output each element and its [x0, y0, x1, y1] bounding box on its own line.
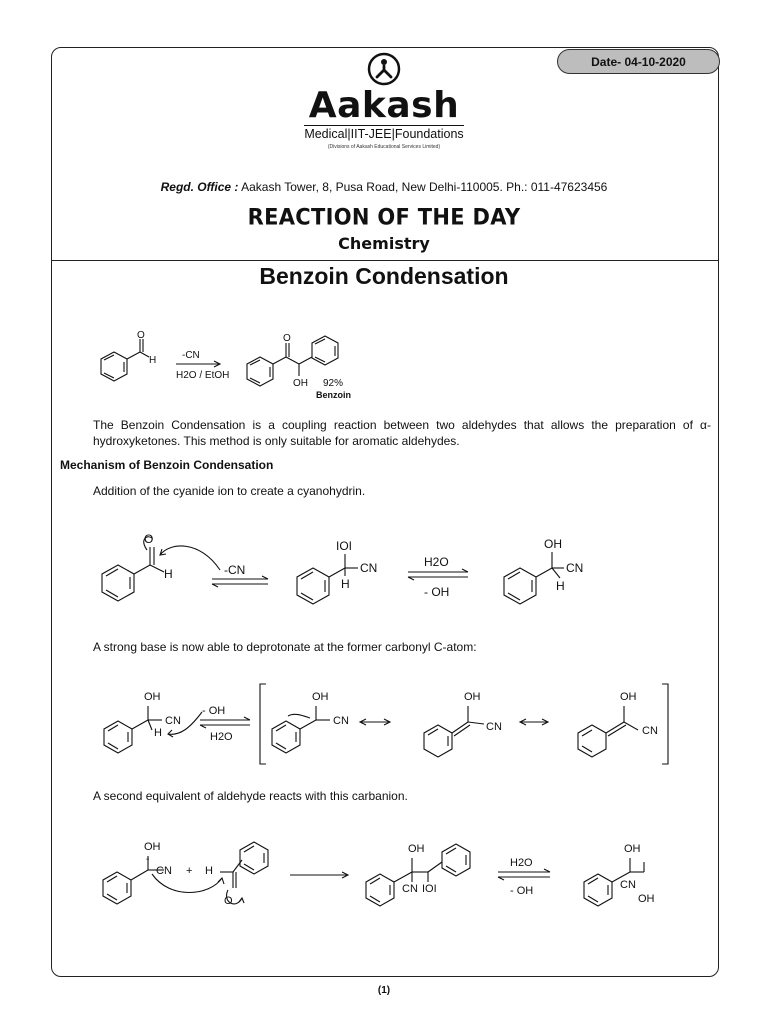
- step3-label-o: O: [224, 895, 233, 907]
- step2-water: H2O: [210, 731, 233, 743]
- step3-p2-oh: OH: [624, 843, 641, 855]
- mechanism-heading: Mechanism of Benzoin Condensation: [60, 458, 274, 472]
- regd-address: Aakash Tower, 8, Pusa Road, New Delhi-110005. Ph.: 011-47623456: [238, 180, 608, 194]
- step3-p2-oh2: OH: [638, 893, 655, 905]
- step3-label-h: H: [205, 865, 213, 877]
- product-name: Benzoin: [316, 390, 351, 400]
- product-label-o: O: [283, 333, 291, 344]
- step1-hydroxide: - OH: [424, 585, 450, 599]
- step2-r3-oh: OH: [620, 691, 637, 703]
- step1-alkoxide: IOI: [336, 539, 353, 553]
- product-label-oh: OH: [293, 378, 308, 389]
- step2-hydroxide: - OH: [202, 705, 226, 717]
- aakash-logo: [0, 52, 768, 151]
- step1-label-h3: H: [556, 579, 565, 593]
- brand-tagline: Medical|IIT-JEE|Foundations: [304, 127, 464, 141]
- mechanism-step-1: Addition of the cyanide ion to create a cyanohydrin.: [93, 484, 366, 498]
- step2-label-cn: CN: [165, 715, 181, 727]
- step3-hydroxide: - OH: [510, 885, 534, 897]
- aakash-emblem-icon: [367, 52, 401, 86]
- step3-label-cn: CN: [156, 865, 172, 877]
- intro-paragraph: The Benzoin Condensation is a coupling reaction between two aldehydes that allows the preparation of α-hydroxyketones. This method is only suitable for aromatic aldehydes.: [93, 418, 711, 448]
- step-3-scheme: [90, 830, 655, 920]
- reagent-solvent: H2O / EtOH: [176, 370, 230, 381]
- step2-r1-cn: CN: [333, 715, 349, 727]
- scheme-label-o: O: [137, 330, 145, 341]
- step-1-scheme: [90, 520, 610, 620]
- step2-label-h: H: [154, 727, 162, 739]
- step-2-scheme: [90, 678, 680, 770]
- scheme-label-h: H: [149, 355, 157, 366]
- banner-title: REACTION OF THE DAY: [247, 204, 521, 230]
- step1-label-h2: H: [341, 577, 350, 591]
- subject-title: Chemistry: [338, 234, 430, 253]
- overall-reaction-scheme: [90, 322, 380, 402]
- mechanism-step-3: A second equivalent of aldehyde reacts with this carbanion.: [93, 789, 408, 803]
- registered-office: [0, 180, 768, 194]
- step1-label-cn2: CN: [566, 561, 584, 575]
- step2-r1-oh: OH: [312, 691, 329, 703]
- regd-label: Regd. Office :: [160, 180, 239, 194]
- step3-p2-cn: CN: [620, 879, 636, 891]
- step3-minus: -: [146, 854, 150, 865]
- step2-r2-cn: CN: [486, 721, 502, 733]
- step3-water: H2O: [510, 857, 533, 869]
- step2-r2-oh: OH: [464, 691, 481, 703]
- header-divider: [51, 260, 719, 261]
- step1-water: H2O: [424, 555, 449, 569]
- brand-name: Aakash: [308, 85, 460, 126]
- step1-label-cn: CN: [360, 561, 378, 575]
- step3-p1-oh: OH: [408, 843, 425, 855]
- step1-label-oh: OH: [544, 537, 562, 551]
- mechanism-step-2: A strong base is now able to deprotonate at the former carbonyl C-atom:: [93, 640, 477, 654]
- step3-label-oh: OH: [144, 841, 161, 853]
- step1-label-h: H: [164, 567, 173, 581]
- step3-p1-cn: CN: [402, 883, 418, 895]
- yield-label: 92%: [323, 378, 344, 389]
- step1-cyanide: -CN: [224, 563, 246, 577]
- step2-r3-cn: CN: [642, 725, 658, 737]
- step3-plus: +: [186, 865, 193, 877]
- date-badge: Date- 04-10-2020: [557, 49, 720, 74]
- step2-label-oh: OH: [144, 691, 161, 703]
- reagent-cyanide: -CN: [182, 350, 200, 361]
- page-number: (1): [377, 985, 391, 996]
- step3-p1-alkoxide: IOI: [422, 883, 437, 895]
- page-title: Benzoin Condensation: [259, 263, 509, 289]
- step1-label-o: O: [144, 532, 154, 546]
- brand-division: (Divisions of Aakash Educational Services Limited): [327, 144, 441, 150]
